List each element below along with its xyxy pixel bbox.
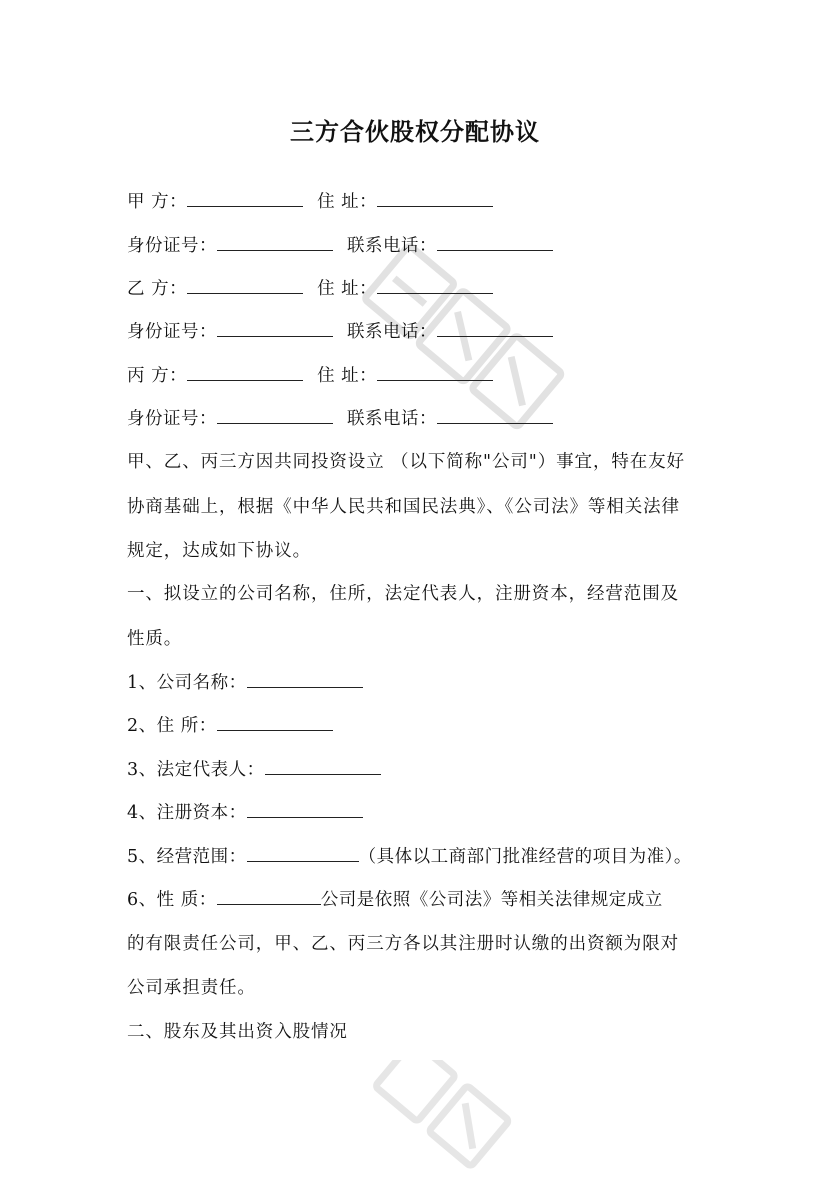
item-5-label: 5、经营范围： bbox=[127, 847, 247, 867]
party-c-blank[interactable] bbox=[187, 363, 303, 381]
residence-blank[interactable] bbox=[217, 713, 333, 731]
id-a-label: 身份证号： bbox=[127, 236, 217, 256]
id-c-blank[interactable] bbox=[217, 406, 333, 424]
section-2-heading: 二、股东及其出资入股情况 bbox=[127, 1022, 348, 1042]
party-b-blank[interactable] bbox=[187, 276, 303, 294]
item-4-label: 4、注册资本： bbox=[127, 803, 247, 823]
id-c-row bbox=[127, 405, 553, 430]
item-2-row bbox=[127, 712, 333, 737]
id-b-label: 身份证号： bbox=[127, 322, 217, 342]
id-a-blank[interactable] bbox=[217, 233, 333, 251]
phone-b-label: 联系电话： bbox=[347, 322, 437, 342]
party-b-label: 乙 方： bbox=[127, 279, 188, 299]
business-scope-blank[interactable] bbox=[247, 844, 359, 862]
intro-line-3: 规定，达成如下协议。 bbox=[127, 541, 311, 561]
address-a-blank[interactable] bbox=[377, 189, 493, 207]
party-a-row bbox=[127, 188, 493, 213]
address-c-blank[interactable] bbox=[377, 363, 493, 381]
registered-capital-blank[interactable] bbox=[247, 800, 363, 818]
item-1-label: 1、公司名称： bbox=[127, 673, 247, 693]
phone-c-label: 联系电话： bbox=[347, 409, 437, 429]
address-b-label: 住 址： bbox=[317, 279, 378, 299]
address-a-label: 住 址： bbox=[317, 192, 378, 212]
item-6-row bbox=[127, 886, 663, 911]
company-name-blank[interactable] bbox=[247, 670, 363, 688]
item-5-suffix: （具体以工商部门批准经营的项目为准）。 bbox=[358, 847, 692, 867]
item-3-row bbox=[127, 756, 381, 781]
section-1-heading-line-2: 性质。 bbox=[127, 629, 183, 649]
party-a-label: 甲 方： bbox=[127, 192, 188, 212]
id-a-row bbox=[127, 232, 553, 257]
party-a-blank[interactable] bbox=[187, 189, 303, 207]
item-6-label: 6、性 质： bbox=[127, 890, 217, 910]
phone-b-blank[interactable] bbox=[437, 319, 553, 337]
item-2-label: 2、住 所： bbox=[127, 716, 217, 736]
phone-c-blank[interactable] bbox=[437, 406, 553, 424]
item-3-label: 3、法定代表人： bbox=[127, 760, 265, 780]
legal-rep-blank[interactable] bbox=[265, 757, 381, 775]
item-6-suffix: 公司是依照《公司法》等相关法律规定成立 bbox=[320, 890, 663, 910]
item-1-row bbox=[127, 669, 363, 694]
id-b-row bbox=[127, 318, 553, 343]
item-6-line-2: 的有限责任公司，甲、乙、丙三方各以其注册时认缴的出资额为限对 bbox=[127, 934, 679, 954]
address-c-label: 住 址： bbox=[317, 366, 378, 386]
intro-line-2: 协商基础上，根据《中华人民共和国民法典》、《公司法》等相关法律 bbox=[127, 497, 680, 517]
address-b-blank[interactable] bbox=[377, 276, 493, 294]
page-title: 三方合伙股权分配协议 bbox=[290, 118, 540, 146]
phone-a-label: 联系电话： bbox=[347, 236, 437, 256]
nature-blank[interactable] bbox=[217, 887, 321, 905]
party-b-row bbox=[127, 275, 493, 300]
party-c-label: 丙 方： bbox=[127, 366, 188, 386]
watermark-logo-bottom bbox=[330, 1060, 590, 1190]
intro-line-1: 甲、乙、丙三方因共同投资设立 （以下简称"公司"）事宜，特在友好 bbox=[127, 452, 685, 472]
section-1-heading-line-1: 一、拟设立的公司名称，住所，法定代表人，注册资本，经营范围及 bbox=[127, 584, 679, 604]
phone-a-blank[interactable] bbox=[437, 233, 553, 251]
item-6-line-3: 公司承担责任。 bbox=[127, 978, 256, 998]
id-c-label: 身份证号： bbox=[127, 409, 217, 429]
item-5-row bbox=[127, 843, 692, 868]
party-c-row bbox=[127, 362, 493, 387]
item-4-row bbox=[127, 799, 363, 824]
id-b-blank[interactable] bbox=[217, 319, 333, 337]
